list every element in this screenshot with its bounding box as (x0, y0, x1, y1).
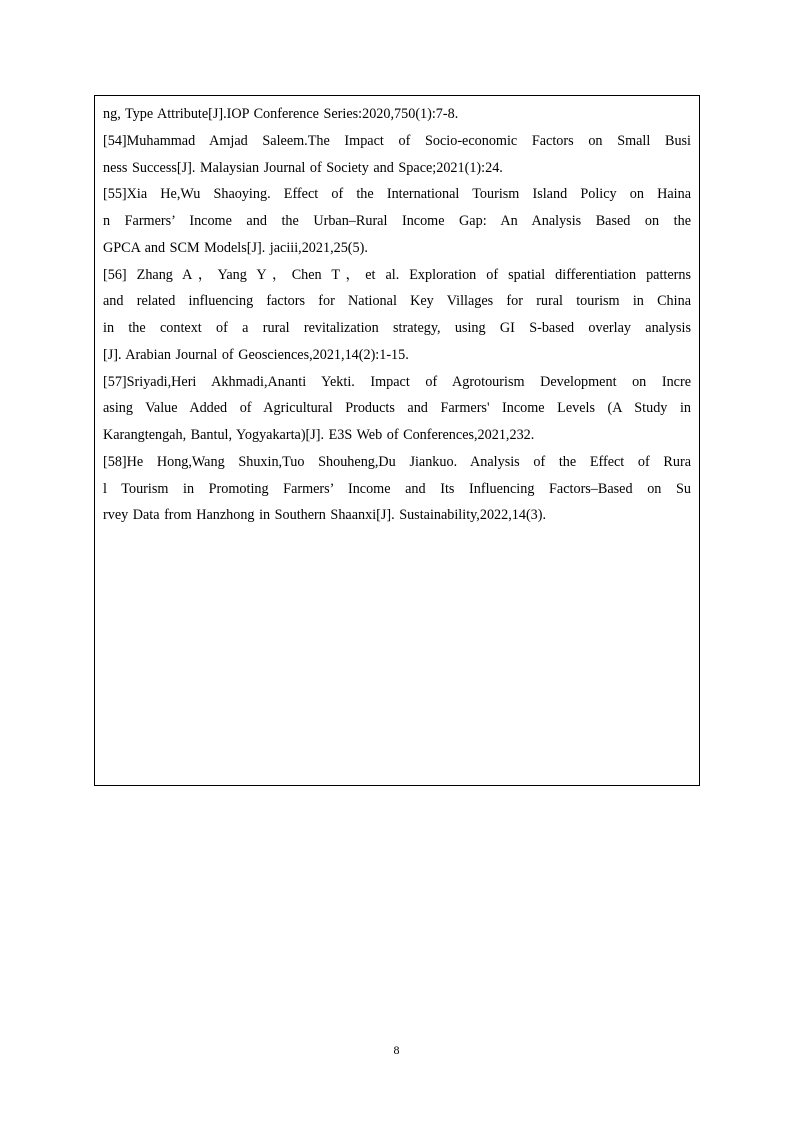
reference-line: and related influencing factors for National Key Villages for rural tourism in China (103, 293, 691, 310)
reference-line: [55]Xia He,Wu Shaoying. Effect of the International Tourism Island Policy on Haina (103, 186, 691, 203)
reference-line: [54]Muhammad Amjad Saleem.The Impact of Socio-economic Factors on Small Busi (103, 132, 691, 149)
reference-list (103, 101, 691, 529)
reference-line: asing Value Added of Agricultural Products and Farmers' Income Levels (A Study in (103, 400, 691, 417)
reference-line: in the context of a rural revitalization strategy, using GI S-based overlay analysis (103, 320, 691, 336)
reference-line: l Tourism in Promoting Farmers’ Income and Its Influencing Factors–Based on Su (103, 480, 691, 497)
reference-55 (103, 181, 691, 261)
reference-line: [58]He Hong,Wang Shuxin,Tuo Shouheng,Du Jiankuo. Analysis of the Effect of Rura (103, 453, 691, 470)
reference-53-continued (103, 101, 691, 128)
page-number: 8 (393, 1043, 400, 1057)
reference-line: ng, Type Attribute[J].IOP Conference Series:2020,750(1):7-8. (103, 106, 459, 122)
reference-line: [57]Sriyadi,Heri Akhmadi,Ananti Yekti. Impact of Agrotourism Development on Incre (103, 373, 691, 390)
reference-57 (103, 369, 691, 449)
reference-line: rvey Data from Hanzhong in Southern Shaanxi[J]. Sustainability,2022,14(3). (103, 507, 547, 524)
reference-54 (103, 128, 691, 182)
reference-58 (103, 449, 691, 529)
reference-line: [J]. Arabian Journal of Geosciences,2021,14(2):1-15. (103, 346, 409, 363)
reference-line: n Farmers’ Income and the Urban–Rural Income Gap: An Analysis Based on the (103, 213, 691, 229)
references-box (94, 95, 700, 786)
reference-line: [56] Zhang A，Yang Y，Chen T，et al. Exploration of spatial differentiation patterns (103, 266, 691, 283)
reference-line: ness Success[J]. Malaysian Journal of Society and Space;2021(1):24. (103, 159, 503, 176)
reference-line: Karangtengah, Bantul, Yogyakarta)[J]. E3S Web of Conferences,2021,232. (103, 427, 535, 443)
reference-line: GPCA and SCM Models[J]. jaciii,2021,25(5). (103, 239, 368, 256)
reference-56 (103, 262, 691, 369)
